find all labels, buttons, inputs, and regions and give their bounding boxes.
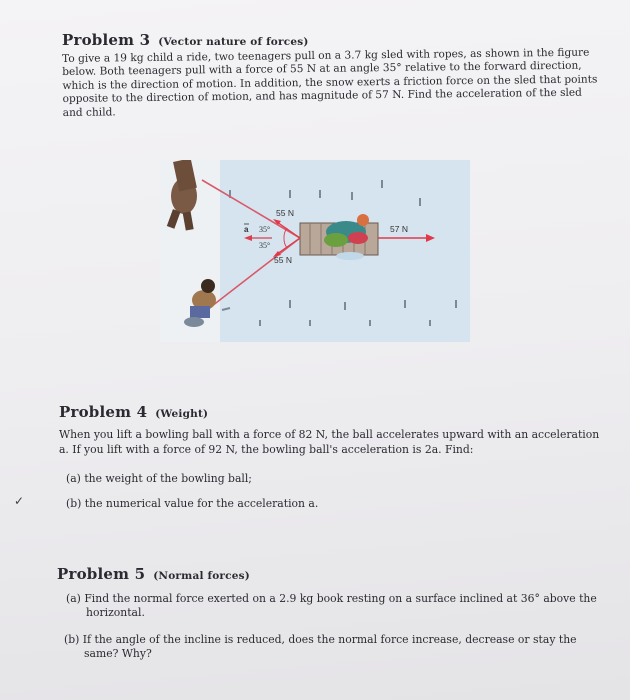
item-text: If the angle of the incline is reduced, does the normal force increase, decrease or stay the: [82, 633, 577, 646]
problem-4-subtitle: (Weight): [155, 408, 209, 420]
item-text: the numerical value for the acceleration a.: [84, 497, 319, 510]
problem-5-item-b: [64, 633, 604, 661]
problem-3-subtitle: (Vector nature of forces): [158, 36, 309, 48]
problem-3-line: To give a 19 kg child a ride, two teenagers pull on a 3.7 kg sled with ropes, as shown in the figure: [62, 46, 590, 65]
force-label-bottom: 55 N: [274, 255, 292, 265]
friction-label: 57 N: [390, 224, 408, 234]
problem-3-title: Problem 3: [62, 31, 151, 49]
item-text: the weight of the bowling ball;: [84, 472, 252, 485]
force-label-top: 55 N: [276, 208, 294, 218]
item-marker: (b): [64, 633, 80, 646]
problem-5-item-a: [66, 592, 606, 620]
sled-diagram: [160, 160, 470, 342]
problem-4-text: [59, 428, 599, 457]
margin-checkmark: ✓: [14, 494, 25, 508]
item-marker: (a): [66, 592, 81, 605]
problem-3-line: and child.: [62, 105, 116, 119]
problem-3-line: below. Both teenagers pull with a force of 55 N at an angle 35° relative to the forward direction,: [62, 60, 582, 79]
item-text-cont: horizontal.: [86, 606, 145, 619]
problem-3-line: which is the direction of motion. In addition, the snow exerts a friction force on the sled that points: [62, 73, 598, 92]
item-marker: (b): [66, 497, 82, 510]
item-text: Find the normal force exerted on a 2.9 kg book resting on a surface inclined at 36° above the: [84, 592, 597, 605]
problem-5-title: Problem 5: [57, 565, 146, 583]
sled-figure: [160, 160, 470, 342]
problem-4-line: When you lift a bowling ball with a force of 82 N, the ball accelerates upward with an acceleration: [59, 428, 600, 441]
item-text-cont: same? Why?: [84, 647, 152, 660]
problem-4-title: Problem 4: [59, 403, 148, 421]
problem-4-item-a: [66, 472, 252, 486]
item-marker: (a): [66, 472, 81, 485]
problem-3-heading: [62, 31, 309, 49]
problem-4-heading: [59, 403, 208, 421]
problem-4-line: a. If you lift with a force of 92 N, the bowling ball's acceleration is 2a. Find:: [59, 442, 474, 456]
problem-3-line: opposite to the direction of motion, and has magnitude of 57 N. Find the acceleration of the sled: [62, 86, 582, 106]
acceleration-label: a: [244, 225, 249, 234]
angle-label-top: 35°: [259, 225, 271, 234]
problem-4-item-b: [66, 497, 318, 511]
problem-3-text: [62, 46, 598, 120]
angle-label-bottom: 35°: [259, 241, 271, 250]
problem-5-heading: [57, 565, 250, 583]
problem-5-subtitle: (Normal forces): [153, 570, 250, 582]
